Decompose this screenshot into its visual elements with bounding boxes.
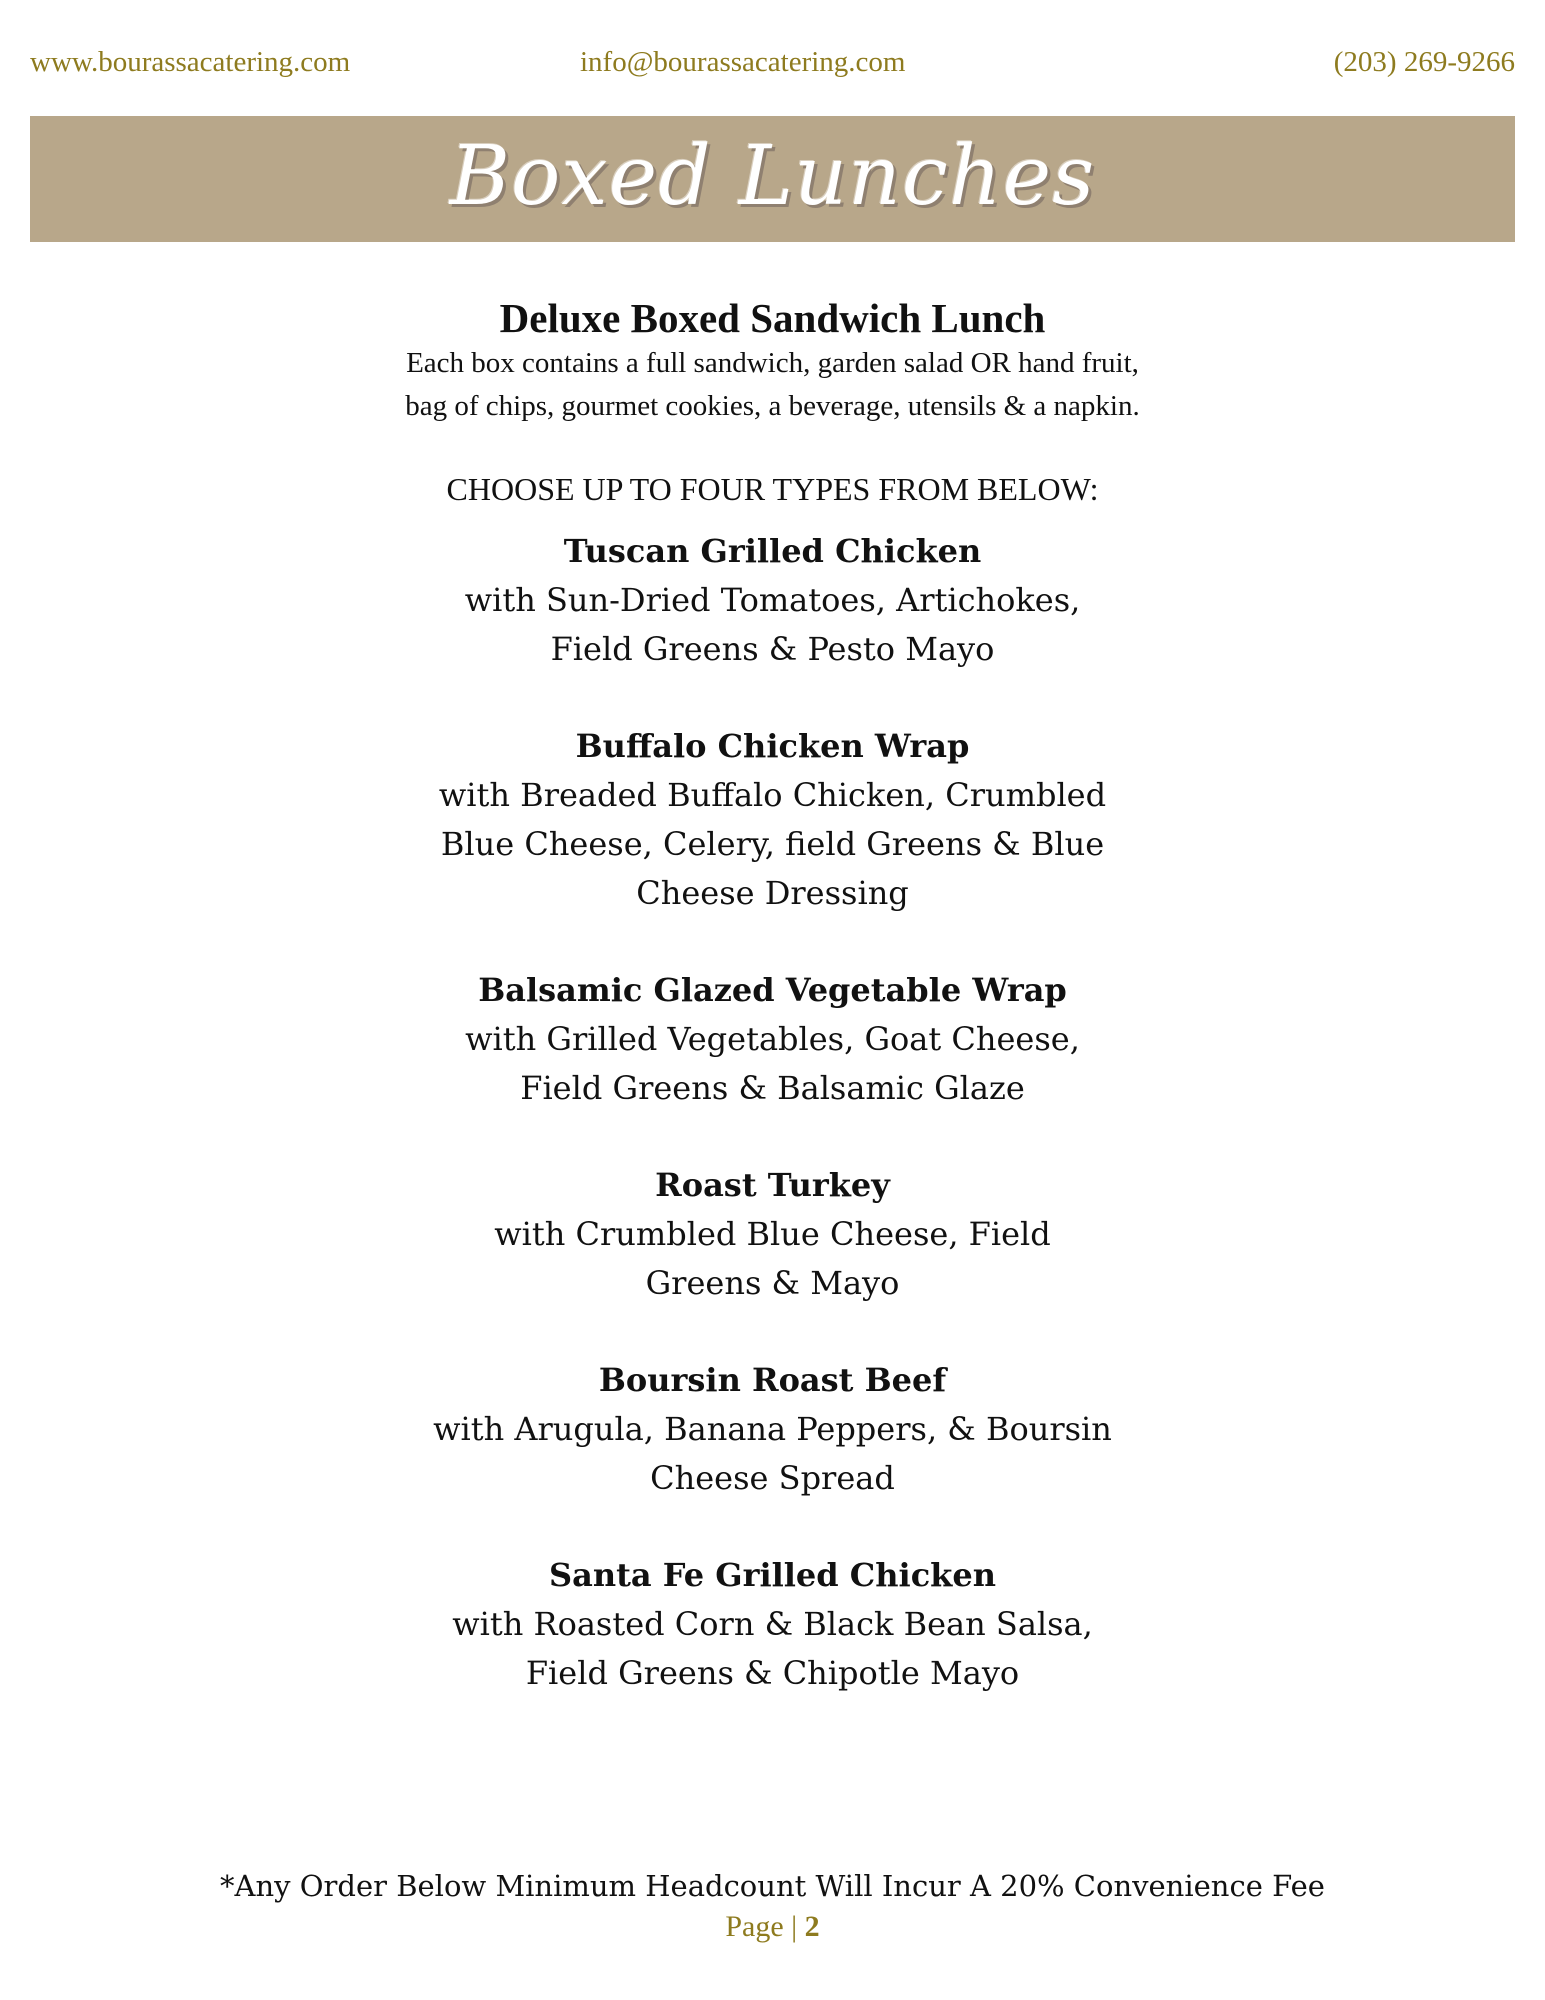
page-label: Page | — [725, 1910, 805, 1943]
menu-item-name: Balsamic Glazed Vegetable Wrap — [478, 971, 1067, 1009]
banner-title: Boxed Lunches — [449, 128, 1096, 224]
menu-item-description: with Crumbled Blue Cheese, Field Greens & Mayo — [494, 1215, 1051, 1302]
menu-item — [0, 1161, 1545, 1308]
menu-item — [0, 1551, 1545, 1698]
menu-item-name: Roast Turkey — [655, 1166, 890, 1204]
menu-item-description: with Breaded Buffalo Chicken, Crumbled Blue Cheese, Celery, field Greens & Blue Cheese Dressing — [438, 776, 1107, 912]
menu-item-description: with Arugula, Banana Peppers, & Boursin Cheese Spread — [433, 1410, 1112, 1497]
footer-note: *Any Order Below Minimum Headcount Will Incur A 20% Convenience Fee — [220, 1869, 1325, 1903]
menu-item — [0, 722, 1545, 918]
menu-item-description: with Sun-Dried Tomatoes, Artichokes, Field Greens & Pesto Mayo — [464, 581, 1081, 668]
page-indicator — [0, 1906, 1545, 1948]
page-footer — [0, 1866, 1545, 1948]
menu-item-name: Tuscan Grilled Chicken — [563, 532, 982, 570]
menu-item-name: Boursin Roast Beef — [598, 1361, 947, 1399]
menu-items — [0, 527, 1545, 1698]
menu-item — [0, 527, 1545, 674]
menu-item-name: Santa Fe Grilled Chicken — [549, 1556, 996, 1594]
menu-intro — [0, 342, 1545, 428]
menu-item-description: with Grilled Vegetables, Goat Cheese, Field Greens & Balsamic Glaze — [465, 1020, 1080, 1107]
email-link[interactable]: info@bourassacatering.com — [580, 46, 906, 78]
menu-item-name: Buffalo Chicken Wrap — [575, 727, 970, 765]
menu-instruction: CHOOSE UP TO FOUR TYPES FROM BELOW: — [446, 471, 1099, 507]
menu-item-description: with Roasted Corn & Black Bean Salsa, Field Greens & Chipotle Mayo — [452, 1605, 1093, 1692]
header-contacts — [30, 46, 1515, 86]
page-number: 2 — [804, 1910, 820, 1943]
menu-heading: Deluxe Boxed Sandwich Lunch — [499, 295, 1046, 341]
menu-content — [0, 292, 1545, 1746]
menu-item — [0, 1356, 1545, 1503]
phone-number[interactable]: (203) 269-9266 — [1333, 46, 1515, 78]
menu-intro-line: Each box contains a full sandwich, garden salad OR hand fruit, — [406, 347, 1139, 379]
title-banner — [30, 116, 1515, 242]
menu-intro-line: bag of chips, gourmet cookies, a beverage, utensils & a napkin. — [405, 390, 1140, 422]
menu-item — [0, 966, 1545, 1113]
website-link[interactable]: www.bourassacatering.com — [30, 46, 351, 78]
